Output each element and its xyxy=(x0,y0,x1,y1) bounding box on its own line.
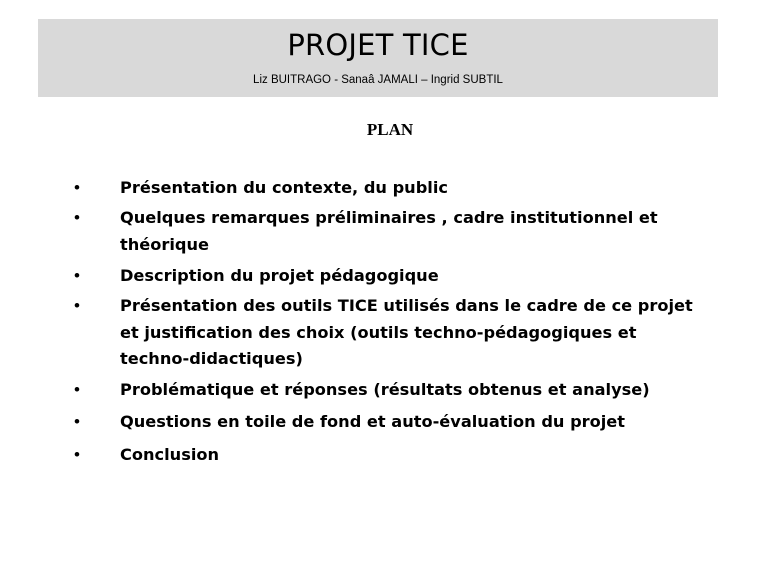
plan-item-text xyxy=(120,263,720,290)
slide-authors: Liz BUITRAGO - Sanaâ JAMALI – Ingrid SUBTIL xyxy=(253,74,503,86)
bullet-icon: • xyxy=(74,445,80,464)
plan-item-line: Présentation du contexte, du public xyxy=(120,178,448,197)
bullet-icon: • xyxy=(74,178,80,197)
plan-item-line: Questions en toile de fond et auto-évaluation du projet xyxy=(120,412,626,431)
bullet-icon: • xyxy=(74,412,80,431)
plan-item-text xyxy=(120,293,720,373)
plan-item-text xyxy=(120,205,720,258)
plan-item-line: Présentation des outils TICE utilisés dans le cadre de ce projet xyxy=(120,296,693,315)
bullet-icon: • xyxy=(74,266,80,285)
plan-item-line: théorique xyxy=(120,234,209,254)
plan-item-text xyxy=(120,442,720,469)
plan-item-line: Quelques remarques préliminaires , cadre institutionnel et xyxy=(120,208,658,227)
plan-item-line: et justification des choix (outils techno-pédagogiques et xyxy=(120,322,637,342)
plan-item-text xyxy=(120,409,720,436)
plan-item-line: Problématique et réponses (résultats obtenus et analyse) xyxy=(120,380,650,399)
plan-item-line: techno-didactiques) xyxy=(120,349,303,368)
plan-heading: PLAN xyxy=(366,120,414,139)
plan-item-text xyxy=(120,175,720,202)
plan-item-line: Description du projet pédagogique xyxy=(120,266,439,285)
bullet-icon: • xyxy=(74,296,80,315)
plan-item-text xyxy=(120,377,720,404)
slide-title: PROJET TICE xyxy=(287,28,469,62)
bullet-icon: • xyxy=(74,380,80,399)
bullet-icon: • xyxy=(74,208,80,227)
plan-item-line: Conclusion xyxy=(120,445,220,464)
